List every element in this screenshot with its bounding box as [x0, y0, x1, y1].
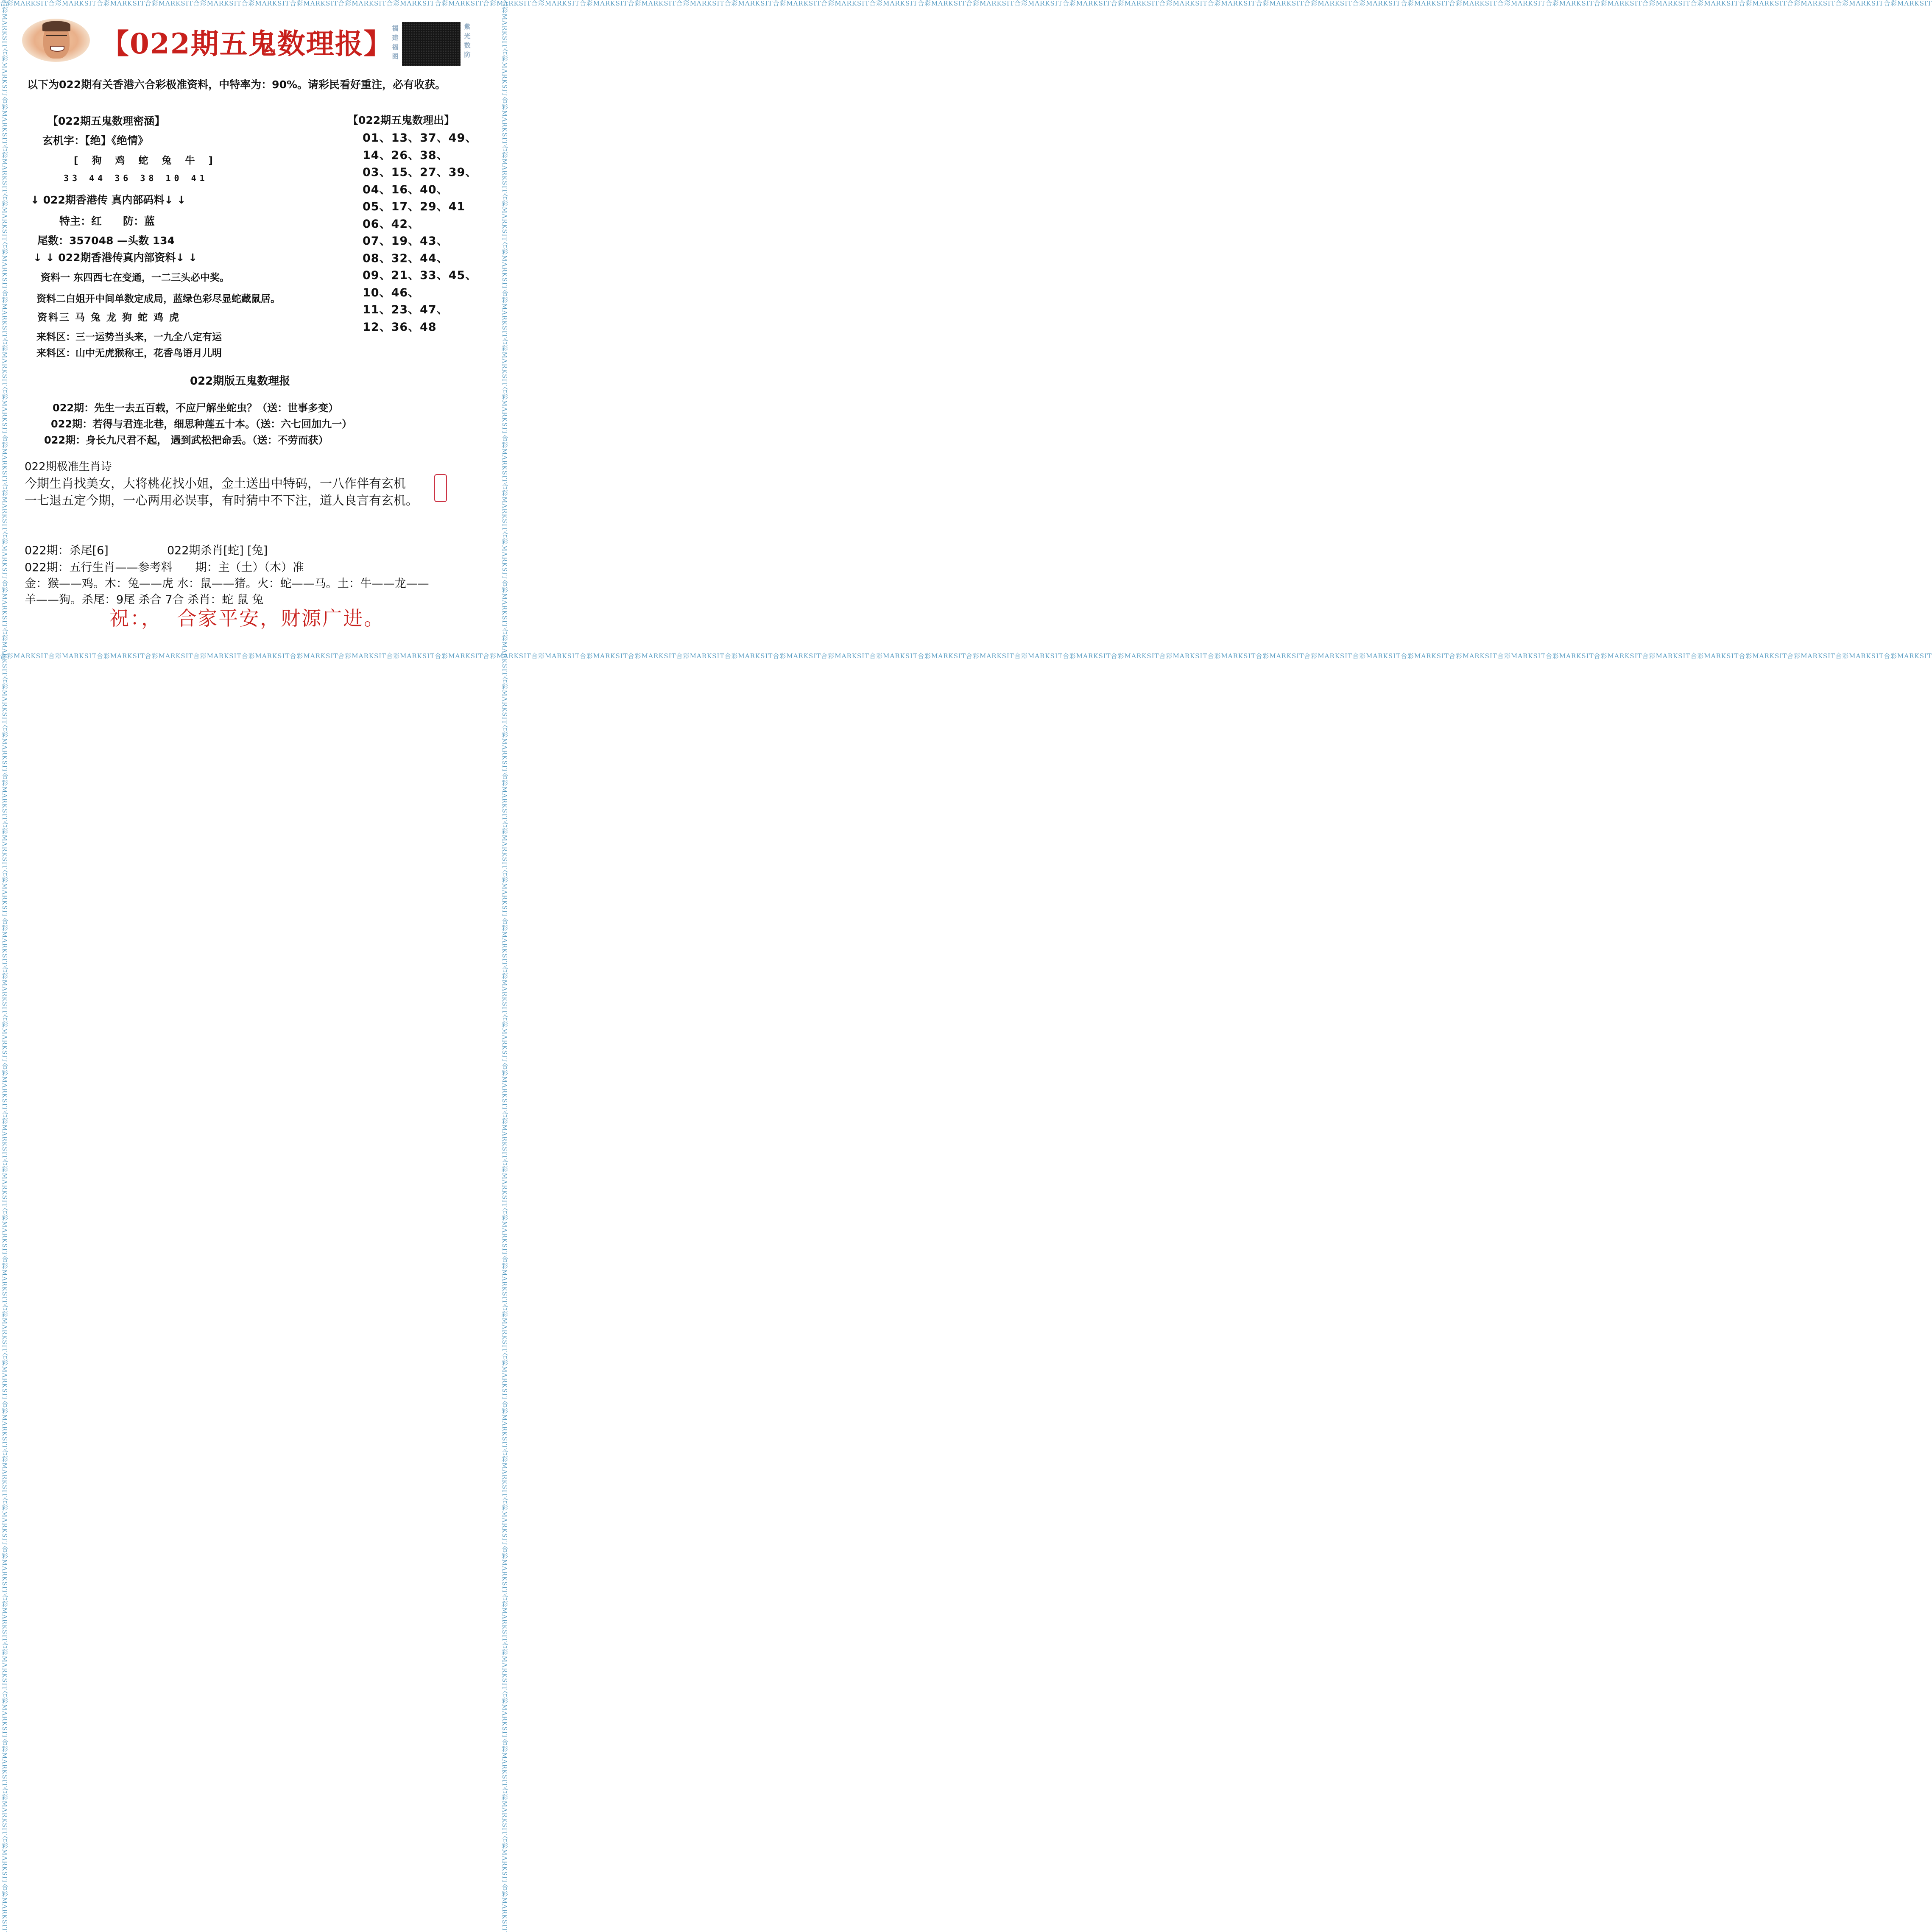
watermark-border-bottom: 合彩MARKSIT合彩MARKSIT合彩MARKSIT合彩MARKSIT合彩MARKSIT合彩MARKSIT合彩MARKSIT合彩MARKSIT合彩MARKSIT合彩MARKSIT合彩MARKSIT合彩MARKSIT合彩MARKSIT合彩MARKSIT合彩MARKSIT合彩MARKSIT合彩MARKSIT合彩MARKSIT合彩MARKSIT合彩MARKSIT合彩MARKSIT合彩MARKSIT合彩MARKSIT合彩MARKSIT合彩MARKSIT合彩MARKSIT合彩MARKSIT合彩MARKSIT合彩MARKSIT合彩MARKSIT合彩MARKSIT合彩MARKSIT合彩MARKSIT合彩MARKSIT合彩MARKSIT合彩MARKSIT合彩MARKSIT合彩MARKSIT合彩MARKSIT合彩MARKSIT [0, 652, 1932, 660]
number-row: 05、17、29、41 [363, 200, 466, 213]
number-row: 12、36、48 [363, 320, 437, 334]
stamp-text-left: 福 建 福 图 [392, 25, 399, 60]
avatar-smile [50, 46, 64, 52]
zodiac-poem-line-2: 一七退五定今期，一心两用必误事，有时猜中不下注，道人良言有玄机。 [25, 493, 419, 508]
watermark-border-right: 合彩MARKSIT合彩MARKSIT合彩MARKSIT合彩MARKSIT合彩MARKSIT合彩MARKSIT合彩MARKSIT合彩MARKSIT合彩MARKSIT合彩MARKSIT合彩MARKSIT合彩MARKSIT合彩MARKSIT合彩MARKSIT合彩MARKSIT合彩MARKSIT合彩MARKSIT合彩MARKSIT合彩MARKSIT合彩MARKSIT合彩MARKSIT合彩MARKSIT合彩MARKSIT合彩MARKSIT合彩MARKSIT合彩MARKSIT合彩MARKSIT合彩MARKSIT合彩MARKSIT合彩MARKSIT合彩MARKSIT合彩MARKSIT合彩MARKSIT合彩MARKSIT合彩MARKSIT合彩MARKSIT合彩MARKSIT合彩MARKSIT合彩MARKSIT合彩MARKSIT [501, 0, 508, 1932]
poem-line-3: 022期：身长九尺君不起， 遇到武松把命丢。（送：不劳而获） [44, 434, 329, 446]
section-heading-data: ↓ ↓ 022期香港传真内部资料↓ ↓ [33, 251, 198, 264]
xuanji-line: 玄机字：【绝】《绝情》 [42, 134, 149, 147]
number-row: 07、19、43、 [363, 235, 449, 248]
number-row: 11、23、47、 [363, 303, 449, 316]
number-row: 14、26、38、 [363, 148, 449, 162]
watermark-border-left: 合彩MARKSIT合彩MARKSIT合彩MARKSIT合彩MARKSIT合彩MARKSIT合彩MARKSIT合彩MARKSIT合彩MARKSIT合彩MARKSIT合彩MARKSIT合彩MARKSIT合彩MARKSIT合彩MARKSIT合彩MARKSIT合彩MARKSIT合彩MARKSIT合彩MARKSIT合彩MARKSIT合彩MARKSIT合彩MARKSIT合彩MARKSIT合彩MARKSIT合彩MARKSIT合彩MARKSIT合彩MARKSIT合彩MARKSIT合彩MARKSIT合彩MARKSIT合彩MARKSIT合彩MARKSIT合彩MARKSIT合彩MARKSIT合彩MARKSIT合彩MARKSIT合彩MARKSIT合彩MARKSIT合彩MARKSIT合彩MARKSIT合彩MARKSIT合彩MARKSIT [1, 0, 8, 1932]
elements-line: 金：猴——鸡。木：兔——虎 水：鼠——猪。火：蛇——马。土：牛——龙—— [25, 577, 429, 590]
number-row: 06、42、 [363, 217, 420, 231]
number-list: 33 44 36 38 10 41 [64, 173, 208, 183]
red-seal-stamp [434, 474, 447, 502]
number-row: 10、46、 [363, 286, 420, 299]
section-heading-code: ↓ 022期香港传 真内部码料↓ ↓ [31, 194, 186, 206]
watermark-border-top: 合彩MARKSIT合彩MARKSIT合彩MARKSIT合彩MARKSIT合彩MARKSIT合彩MARKSIT合彩MARKSIT合彩MARKSIT合彩MARKSIT合彩MARKSIT合彩MARKSIT合彩MARKSIT合彩MARKSIT合彩MARKSIT合彩MARKSIT合彩MARKSIT合彩MARKSIT合彩MARKSIT合彩MARKSIT合彩MARKSIT合彩MARKSIT合彩MARKSIT合彩MARKSIT合彩MARKSIT合彩MARKSIT合彩MARKSIT合彩MARKSIT合彩MARKSIT合彩MARKSIT合彩MARKSIT合彩MARKSIT合彩MARKSIT合彩MARKSIT合彩MARKSIT合彩MARKSIT合彩MARKSIT合彩MARKSIT合彩MARKSIT合彩MARKSIT合彩MARKSIT [0, 0, 1932, 7]
blessing-text: 祝：， 合家平安，财源广进。 [109, 607, 385, 630]
page-title: 【022期五鬼数理报】 [101, 27, 393, 60]
avatar-image [22, 19, 90, 62]
number-grid [363, 130, 477, 336]
zodiac-list: [ 狗 鸡 蛇 兔 牛 ] [74, 155, 218, 166]
section-heading-miyi: 【022期五鬼数理密涵】 [47, 115, 165, 127]
ziliao-two: 资料二白姐开中间单数定成局，蓝绿色彩尽显蛇藏鼠居。 [36, 293, 280, 304]
laiyuan-two: 来料区：山中无虎猴称王，花香鸟语月儿明 [36, 348, 222, 359]
zodiac-poem-line-1: 今期生肖找美女，大将桃花找小姐，金土送出中特码，一八作伴有玄机 [25, 476, 406, 491]
kill-summary-line: 羊——狗。杀尾：9尾 杀合 7合 杀肖：蛇 鼠 兔 [25, 593, 264, 606]
tail-line: 尾数：357048 —头数 134 [37, 235, 175, 247]
kill-tail-line: 022期：杀尾[6] [25, 544, 109, 557]
laiyuan-one: 来料区：三一运势当头来，一九全八定有运 [36, 332, 222, 343]
number-row: 01、13、37、49、 [363, 131, 477, 145]
number-row: 03、15、27、39、 [363, 166, 477, 179]
number-row: 08、32、44、 [363, 251, 449, 265]
kill-zodiac-line: 022期杀肖[蛇] [兔] [167, 544, 268, 557]
tezhu-line: 特主：红 防：蓝 [59, 215, 155, 227]
stamp-text-right: 紫 光 数 防 [464, 23, 471, 59]
poem-line-1: 022期：先生一去五百载，不应尸解坐蛇虫？（送：世事多变） [53, 402, 339, 414]
wuxing-line: 022期：五行生肖——参考料 期：主（土）（木）准 [25, 561, 304, 574]
number-row: 09、21、33、45、 [363, 269, 477, 282]
section-heading-out: 【022期五鬼数理出】 [348, 114, 455, 126]
qr-code-image [402, 22, 461, 66]
avatar-glasses [46, 35, 67, 41]
poem-line-2: 022期：若得与君连北巷，细思种莲五十本。（送：六七回加九一） [51, 418, 352, 430]
intro-paragraph: 以下为022期有关香港六合彩极准资料，中特率为：90%。请彩民看好重注，必有收获。 [27, 78, 446, 91]
zodiac-poem-title: 022期极准生肖诗 [25, 461, 112, 473]
avatar-hair [42, 21, 70, 31]
ziliao-three: 资料三 马 兔 龙 狗 蛇 鸡 虎 [37, 312, 181, 323]
ziliao-one: 资料一 东四西七在变通，一二三头必中奖。 [41, 272, 230, 283]
section-title-center: 022期版五鬼数理报 [190, 375, 290, 388]
number-row: 04、16、40、 [363, 183, 449, 196]
